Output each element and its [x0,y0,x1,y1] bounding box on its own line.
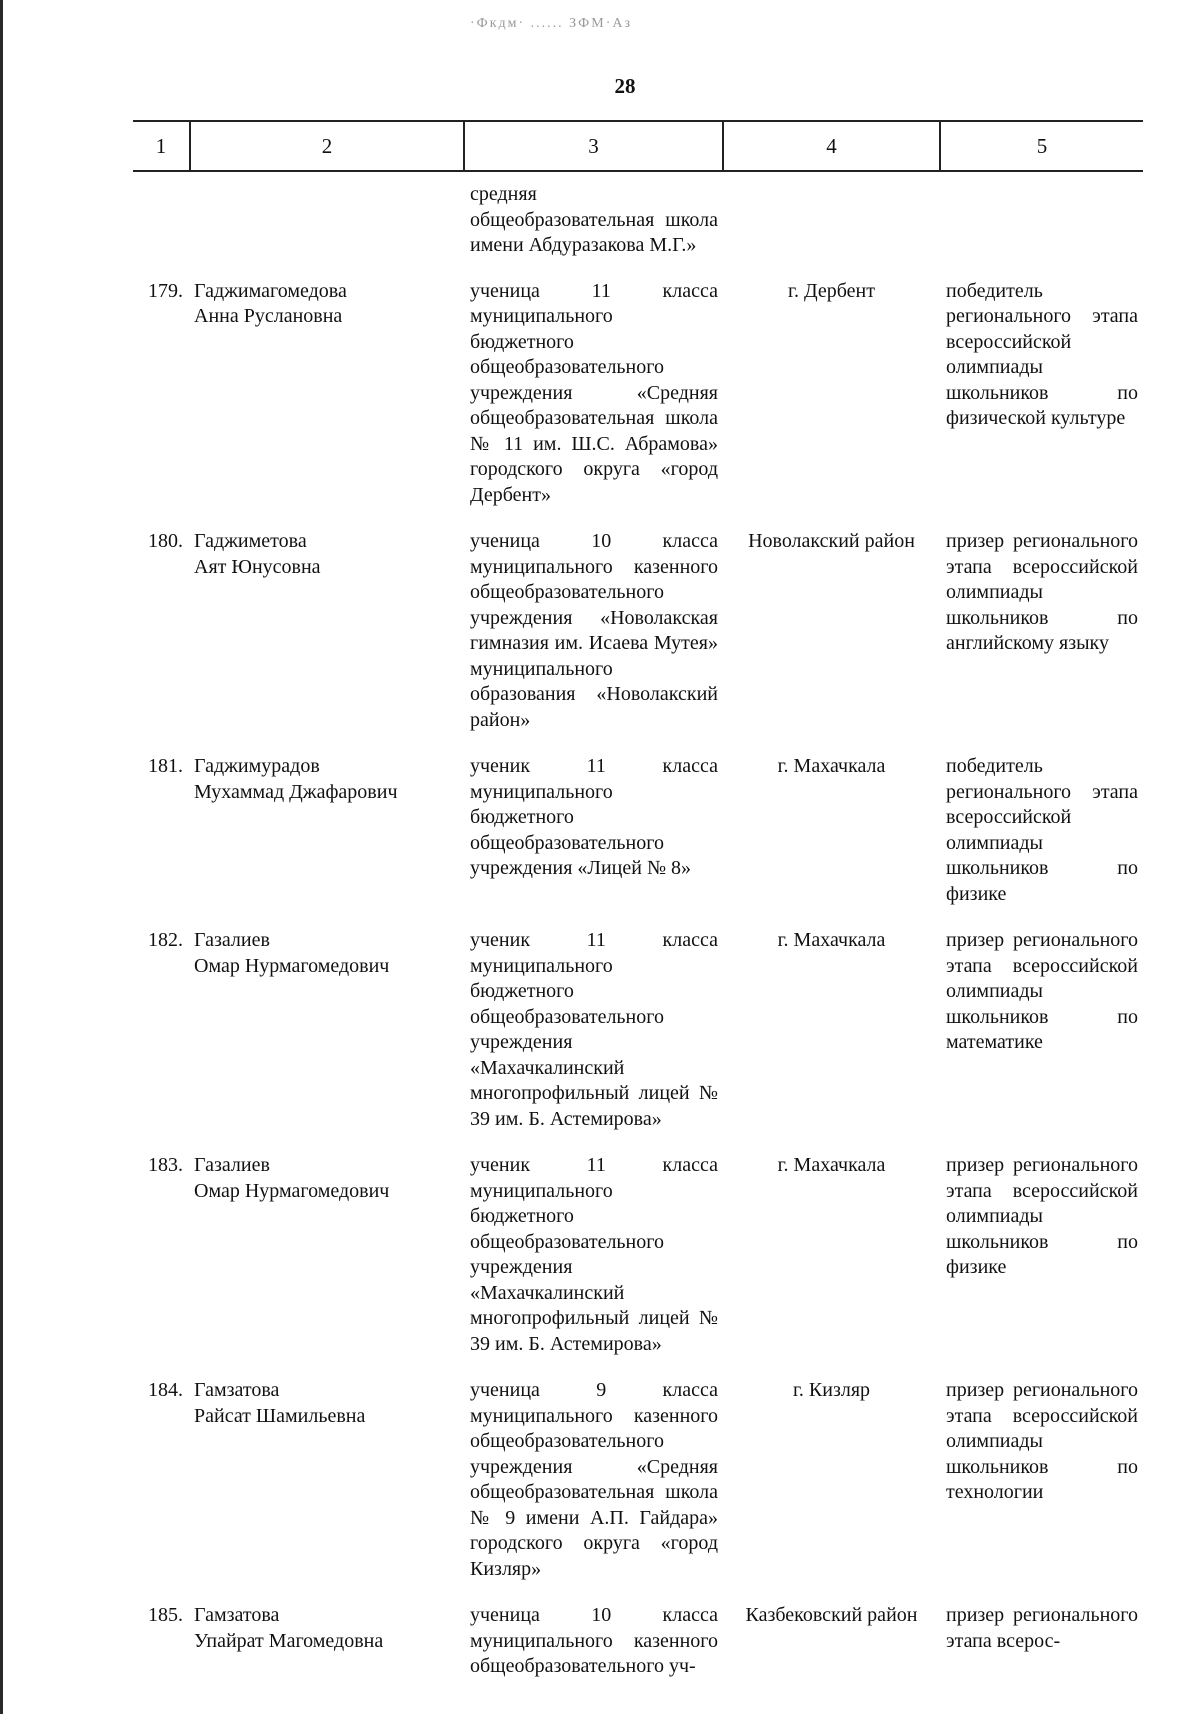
table-row [133,1378,1143,1603]
row-number: 182. [148,929,183,951]
table-row [133,754,1143,928]
header-col-2: 2 [190,121,464,171]
locality: г. Дербент [788,279,875,302]
person-name [190,1153,464,1378]
header-col-1: 1 [133,121,190,171]
surname: Гаджиметова [194,530,307,552]
surname: Гамзатова [194,1604,280,1626]
continuation-row [133,171,1143,279]
header-col-4: 4 [723,121,940,171]
institution: ученик 11 класса муниципального бюджетного общеобразовательного учреждения «Махачкалинский многопрофильный лицей № 39 им. Б. Астемирова» [470,929,718,1130]
institution: ученик 11 класса муниципального бюджетного общеобразовательного учреждения «Лицей № 8» [470,755,718,879]
locality: Новолакский район [748,530,915,552]
given-names: Райсат Шамильевна [194,1404,366,1427]
locality: Казбековский район [745,1604,918,1626]
institution: ученик 11 класса муниципального бюджетного общеобразовательного учреждения «Махачкалинский многопрофильный лицей № 39 им. Б. Астемирова» [470,1154,718,1355]
row-number: 181. [148,755,183,777]
person-name [190,1378,464,1603]
olympiad-result: призер регионального этапа всероссийской олимпиады школьников по английскому языку [946,530,1138,654]
header-row [133,121,1143,171]
surname: Гаджимурадов [194,755,320,777]
row-number: 185. [148,1604,183,1626]
given-names: Упайрат Магомедовна [194,1629,384,1652]
olympiad-result: призер регионального этапа всероссийской олимпиады школьников по математике [946,929,1138,1053]
continuation-institution: средняя общеобразовательная школа имени Абдуразакова М.Г.» [470,183,718,256]
person-name [190,279,464,530]
row-number: 179. [148,279,183,302]
given-names: Омар Нурмагомедович [194,954,390,977]
surname: Гаджимагомедова [194,279,347,302]
row-number: 180. [148,530,183,552]
stamp-mark: ·Фкдм· ...... ЗФМ·Аз [470,16,632,31]
institution: ученица 9 класса муниципального казенного общеобразовательного учреждения «Средняя общеобразовательная школа № 9 имени А.П. Гайдара» городского округа «город Кизляр» [470,1379,718,1580]
given-names: Аят Юнусовна [194,555,321,578]
olympiad-result: победитель регионального этапа всероссийской олимпиады школьников по физике [946,755,1138,905]
surname: Газалиев [194,1154,270,1176]
person-name [190,754,464,928]
table-row [133,279,1143,530]
olympiad-result: победитель регионального этапа всероссийской олимпиады школьников по физической культуре [946,279,1138,429]
header-col-3: 3 [464,121,723,171]
table-row [133,1153,1143,1378]
institution: ученица 10 класса муниципального казенного общеобразовательного уч- [470,1604,718,1677]
surname: Гамзатова [194,1379,280,1401]
given-names: Мухаммад Джафарович [194,780,398,803]
person-name [190,1603,464,1701]
olympiad-result: призер регионального этапа всероссийской олимпиады школьников по технологии [946,1379,1138,1503]
olympiad-result: призер регионального этапа всерос- [946,1604,1138,1652]
person-name [190,928,464,1153]
locality: г. Махачкала [777,929,886,951]
given-names: Омар Нурмагомедович [194,1179,390,1202]
page-number: 28 [614,74,636,98]
table-row [133,928,1143,1153]
person-name [190,529,464,754]
table-row [133,1603,1143,1701]
awards-table [133,120,1143,1701]
locality: г. Кизляр [792,1379,871,1401]
header-col-5: 5 [940,121,1143,171]
row-number: 183. [148,1154,183,1176]
institution: ученица 10 класса муниципального казенного общеобразовательного учреждения «Новолакская гимназия им. Исаева Мутея» муниципального образования «Новолакский район» [470,530,718,731]
given-names: Анна Руслановна [194,305,343,327]
row-number: 184. [148,1379,183,1401]
locality: г. Махачкала [777,755,886,777]
locality: г. Махачкала [777,1154,886,1176]
surname: Газалиев [194,929,270,951]
scan-edge-line [0,0,3,1714]
table-row [133,529,1143,754]
institution: ученица 11 класса муниципального бюджетного общеобразовательного учреждения «Средняя общеобразовательная школа № 11 им. Ш.С. Абрамова» городского округа «город Дербент» [470,279,718,506]
olympiad-result: призер регионального этапа всероссийской олимпиады школьников по физике [946,1154,1138,1278]
